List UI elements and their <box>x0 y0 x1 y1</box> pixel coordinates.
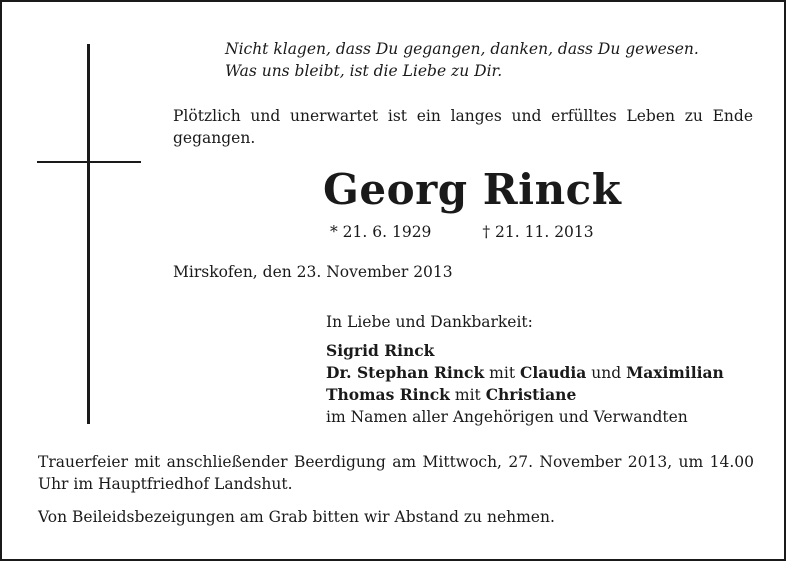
connector-text: und <box>591 364 622 382</box>
mourner-name: Claudia <box>520 363 587 382</box>
mourner-line: im Namen aller Angehörigen und Verwandten <box>326 408 688 426</box>
mourner-line <box>326 340 724 362</box>
mourner-name: Sigrid Rinck <box>326 341 435 360</box>
mourner-name: Christiane <box>485 385 577 404</box>
funeral-info: Trauerfeier mit anschließender Beerdigung am Mittwoch, 27. November 2013, um 14.00 Uhr im Hauptfriedhof Landshut. <box>38 453 754 493</box>
deceased-name: Georg Rinck <box>323 165 622 214</box>
condolence-note: Von Beileidsbezeigungen am Grab bitten wir Abstand zu nehmen. <box>38 508 555 526</box>
thanks-heading: In Liebe und Dankbarkeit: <box>326 313 533 331</box>
life-dates <box>330 221 594 243</box>
mourner-line <box>326 362 724 384</box>
motto-line-1: Nicht klagen, dass Du gegangen, danken, dass Du gewesen. <box>225 40 699 58</box>
motto-verse <box>225 38 699 82</box>
mourner-line <box>326 384 724 406</box>
birth-date: * 21. 6. 1929 <box>330 223 432 241</box>
intro-text: Plötzlich und unerwartet ist ein langes und erfülltes Leben zu Ende gegangen. <box>173 107 753 147</box>
mourner-name: Thomas Rinck <box>326 385 450 404</box>
mourner-name: Maximilian <box>626 363 724 382</box>
connector-text: mit <box>489 364 516 382</box>
mourners-list <box>326 340 724 428</box>
motto-line-2: Was uns bleibt, ist die Liebe zu Dir. <box>225 62 503 80</box>
cross-vertical-bar <box>87 44 90 424</box>
mourner-name: Dr. Stephan Rinck <box>326 363 485 382</box>
cross-horizontal-bar <box>37 161 141 163</box>
connector-text: mit <box>454 386 481 404</box>
place-and-date: Mirskofen, den 23. November 2013 <box>173 263 453 281</box>
death-date: † 21. 11. 2013 <box>482 223 594 241</box>
